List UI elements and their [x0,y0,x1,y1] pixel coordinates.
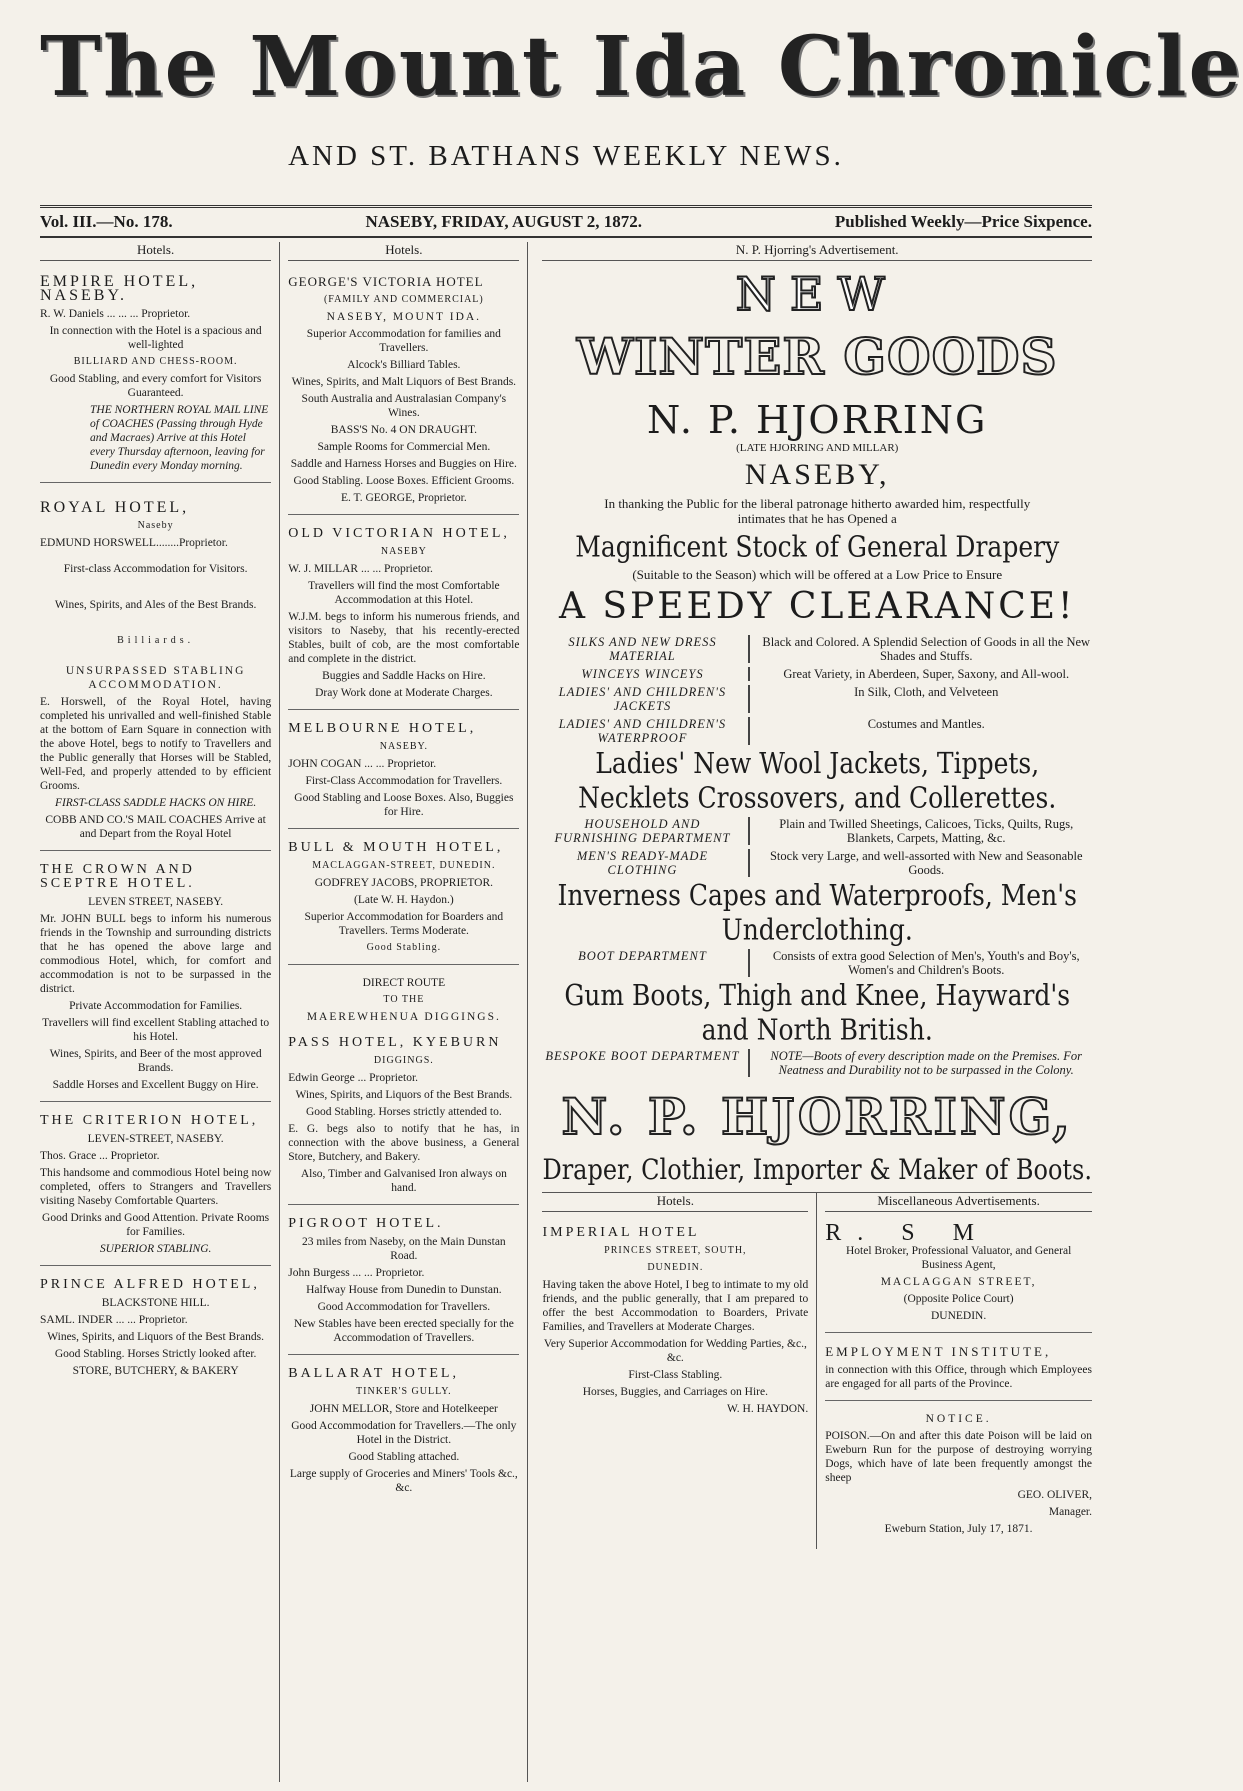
masthead [40,8,1243,172]
column-3-heading: N. P. Hjorring's Advertisement. [542,242,1092,261]
bull-mouth-hotel-name: BULL & MOUTH HOTEL, [288,840,504,855]
volume-number: Vol. III.—No. 178. [40,212,173,231]
royal-hotel-ad [40,487,271,851]
item-desc: Black and Colored. A Splendid Selection of Goods in all the New Shades and Stuffs. [762,635,1091,663]
route-line2: TO THE [383,994,425,1005]
route-line1: DIRECT ROUTE [362,977,446,989]
george-text7: Saddle and Harness Horses and Buggies on Hire. [290,458,517,470]
royal-town: Naseby [137,520,174,531]
pass-text3: E. G. begs also to notify that he has, in connection with the above business, a General Store, Butchery, and Bakery. [288,1123,520,1163]
item-row [542,717,1092,745]
pass-text1: Wines, Spirits, and Liquors of the Best Brands. [295,1089,513,1101]
item-label: BESPOKE BOOT DEPARTMENT [542,1049,750,1077]
ballarat-text1: Good Accommodation for Travellers.—The only Hotel in the District. [291,1420,517,1446]
bull-proprietor: GODFREY JACOBS, PROPRIETOR. [314,877,493,889]
rs-town: DUNEDIN. [930,1310,987,1322]
criterion-proprietor: Thos. Grace ... Proprietor. [40,1150,160,1162]
crown-street: LEVEN STREET, NASEBY. [88,896,224,908]
imperial-sign: W. H. HAYDON. [726,1403,809,1415]
pass-hotel-ad [288,1028,519,1205]
imperial-hotel-name: IMPERIAL HOTEL [542,1225,700,1240]
column-1 [40,242,280,1782]
employment-name: EMPLOYMENT INSTITUTE, [825,1344,1052,1359]
old-text4: Dray Work done at Moderate Charges. [315,687,493,699]
item-label: HOUSEHOLD AND FURNISHING DEPARTMENT [542,817,750,845]
item-label: LADIES' AND CHILDREN'S WATERPROOF [542,717,750,745]
item-label: LADIES' AND CHILDREN'S JACKETS [542,685,750,713]
bull-text1: Superior Accommodation for Boarders and Travellers. Terms Moderate. [304,911,504,937]
pigroot-text1: 23 miles from Naseby, on the Main Dunstan Road. [302,1236,506,1262]
bull-late: (Late W. H. Haydon.) [354,894,454,906]
george-place: NASEBY, MOUNT IDA. [326,311,482,323]
criterion-text2: Good Drinks and Good Attention. Private Rooms for Families. [42,1212,270,1238]
melbourne-town: NASEBY. [379,741,428,752]
item-desc: Stock very Large, and well-assorted with New and Seasonable Goods. [769,849,1083,877]
newspaper-subtitle: AND ST. BATHANS WEEKLY NEWS. [288,140,844,172]
crown-hotel-ad [40,855,271,1102]
pigroot-text4: New Stables have been erected specially for the Accommodation of Travellers. [293,1318,514,1344]
bull-text2: Good Stabling. [366,942,442,953]
empire-proprietor: R. W. Daniels ... ... ... Proprietor. [40,308,191,320]
winter-goods-headline: WINTER GOODS [576,327,1058,386]
imperial-heading: Hotels. [542,1193,808,1212]
empire-hotel-name: EMPIRE HOTEL, NASEBY. [40,273,199,304]
george-proprietor: E. T. GEORGE, Proprietor. [340,492,467,504]
hjorring-name: N. P. HJORRING [647,398,988,442]
direct-route-notice [288,969,519,1024]
poison-sign: GEO. OLIVER, [1017,1489,1092,1501]
imperial-hotel-column [542,1193,817,1549]
rs-opp: (Opposite Police Court) [903,1293,1014,1305]
royal-proprietor: EDMUND HORSWELL........Proprietor. [40,537,228,549]
george-text2: Alcock's Billiard Tables. [347,359,461,371]
gum-boots-headline: Gum Boots, Thigh and Knee, Hayward's and North British. [564,978,1071,1047]
imperial-text2: Very Superior Accommodation for Wedding Parties, &c., &c. [543,1338,807,1364]
rs-text1: Hotel Broker, Professional Valuator, and General Business Agent, [845,1245,1072,1271]
george-text4: South Australia and Australasian Company's Wines. [301,393,507,419]
imperial-town: DUNEDIN. [647,1262,704,1273]
old-text3: Buggies and Saddle Hacks on Hire. [322,670,486,682]
old-victorian-hotel-name: OLD VICTORIAN HOTEL, [288,526,510,541]
item-row [542,685,1092,713]
royal-billiards: Billiards. [117,635,195,646]
criterion-text3: SUPERIOR STABLING. [99,1243,212,1255]
bull-street: MACLAGGAN-STREET, DUNEDIN. [312,860,496,871]
criterion-street: LEVEN-STREET, NASEBY. [87,1133,224,1145]
ballarat-hotel-name: BALLARAT HOTEL, [288,1366,459,1381]
ballarat-sub: TINKER'S GULLY. [356,1386,452,1397]
item-desc: Costumes and Mantles. [867,717,985,731]
imperial-text4: Horses, Buggies, and Carriages on Hire. [582,1386,768,1398]
inverness-headline: Inverness Capes and Waterproofs, Men's Underclothing. [557,878,1077,947]
royal-text4: UNSURPASSED STABLING ACCOMMODATION. [65,665,246,691]
item-desc: In Silk, Cloth, and Velveteen [854,685,999,699]
rs-name: R. S M [825,1220,990,1246]
pigroot-hotel-name: PIGROOT HOTEL. [288,1216,444,1231]
new-headline: NEW [735,267,899,321]
empire-hotel-ad [40,267,271,483]
melbourne-text1: First-Class Accommodation for Travellers. [305,775,503,787]
george-sub: (FAMILY AND COMMERCIAL) [323,294,484,305]
notice-heading: NOTICE. [925,1413,992,1425]
column-1-heading: Hotels. [40,242,271,261]
crown-text5: Saddle Horses and Excellent Buggy on Hire. [52,1079,259,1091]
empire-coach-notice: THE NORTHERN ROYAL MAIL LINE of COACHES (Passing through Hyde and Macraes) Arrive at this Hotel every Thursday afternoon, leaving for Dunedin every Monday morning. [90,404,269,472]
prince-place: BLACKSTONE HILL. [101,1297,210,1309]
melbourne-hotel-name: MELBOURNE HOTEL, [288,721,477,736]
crown-hotel-name: THE CROWN AND SCEPTRE HOTEL. [40,862,195,891]
item-label: WINCEYS WINCEYS [542,667,750,681]
drapery-items [542,635,1092,745]
pass-proprietor: Edwin George ... Proprietor. [288,1072,419,1084]
speedy-clearance: A SPEEDY CLEARANCE! [558,586,1076,627]
crown-text3: Travellers will find excellent Stabling attached to his Hotel. [42,1017,270,1043]
old-text1: Travellers will find the most Comfortable Accommodation at this Hotel. [308,580,500,606]
ballarat-text2: Good Stabling attached. [348,1451,460,1463]
price-notice: Published Weekly—Price Sixpence. [834,212,1092,231]
bull-mouth-hotel-ad [288,833,519,965]
item-row [542,667,1092,681]
item-label: SILKS AND NEW DRESS MATERIAL [542,635,750,663]
royal-text2: Wines, Spirits, and Ales of the Best Brands. [54,599,257,611]
item-desc: NOTE—Boots of every description made on the Premises. For Neatness and Durability not to be surpassed in the Colony. [770,1049,1083,1077]
misc-ads-column [817,1193,1092,1549]
imperial-text1: Having taken the above Hotel, I beg to intimate to my old friends, and the public generally, that I am prepared to offer the best Accommodation to Boarders, Private Families, and Travellers at Moderate Charges. [542,1279,809,1333]
issue-date: NASEBY, FRIDAY, AUGUST 2, 1872. [365,212,642,231]
pigroot-text2: Halfway House from Dunedin to Dunstan. [306,1284,502,1296]
pigroot-text3: Good Accommodation for Travellers. [317,1301,491,1313]
royal-text1: First-class Accommodation for Visitors. [63,563,248,575]
rs-street: MACLAGGAN STREET, [880,1276,1037,1288]
household-items [542,817,1092,877]
old-proprietor: W. J. MILLAR ... ... Proprietor. [288,563,433,575]
royal-text6: FIRST-CLASS SADDLE HACKS ON HIRE. [54,797,257,809]
naseby-heading: NASEBY, [744,458,890,491]
criterion-hotel-ad [40,1106,271,1266]
pass-text2: Good Stabling. Horses strictly attended to. [305,1106,502,1118]
empire-text1: In connection with the Hotel is a spacious and well-lighted [49,325,262,351]
prince-text3: STORE, BUTCHERY, & BAKERY [72,1365,239,1377]
crown-text1: Mr. JOHN BULL begs to inform his numerous friends in the Township and surrounding districts that he has opened the above large and commodious Hotel, which, for comfort and accommodation is not to be surpassed in the district. [40,913,272,995]
item-desc: Consists of extra good Selection of Men's, Youth's and Boy's, Women's and Children's Boots. [772,949,1080,977]
old-town: NASEBY [380,546,427,557]
old-victorian-hotel-ad [288,519,519,710]
george-text6: Sample Rooms for Commercial Men. [317,441,491,453]
item-row [542,817,1092,845]
prince-alfred-hotel-name: PRINCE ALFRED HOTEL, [40,1277,260,1292]
pass-sub: DIGGINGS. [373,1055,434,1066]
prince-text2: Good Stabling. Horses Strictly looked after. [54,1348,257,1360]
poison-notice-ad [825,1405,1092,1545]
prince-alfred-hotel-ad [40,1270,271,1387]
item-desc: Great Variety, in Aberdeen, Super, Saxony, and All-wool. [783,667,1070,681]
criterion-hotel-name: THE CRITERION HOTEL, [40,1113,259,1128]
melbourne-proprietor: JOHN COGAN ... ... Proprietor. [288,758,437,770]
item-desc: Plain and Twilled Sheetings, Calicoes, Ticks, Quilts, Rugs, Blankets, Carpets, Matting, &c. [779,817,1074,845]
royal-text5: E. Horswell, of the Royal Hotel, having completed his unrivalled and well-finished Stable at the bottom of Earn Square in connection with the above Hotel, begs to notify to Travellers and the Public generally that Horses will be Stabled, Well-Fed, and properly attended to by efficient Grooms. [40,696,272,792]
royal-text7: COBB AND CO.'S MAIL COACHES Arrive at and Depart from the Royal Hotel [45,814,266,840]
old-text2: W.J.M. begs to inform his numerous friends, and visitors to Naseby, that his recently-erected Stables, built of cob, are the most comfortable and complete in the district. [288,611,520,665]
boot-department-row [542,949,1092,977]
employment-ad [825,1337,1092,1401]
column-2-heading: Hotels. [288,242,519,261]
dateline [40,205,1092,238]
item-label: BOOT DEPARTMENT [542,949,750,977]
item-row [542,635,1092,663]
suitable-text: (Suitable to the Season) which will be offered at a Low Price to Ensure [632,567,1003,582]
prince-proprietor: SAML. INDER ... ... Proprietor. [40,1314,188,1326]
draper-headline: Draper, Clothier, Importer & Maker of Boots. [542,1153,1092,1187]
hjorring-intro: In thanking the Public for the liberal patronage hitherto awarded him, respectfully intimates that he has Opened a [604,496,1031,526]
empire-text2: BILLIARD AND CHESS-ROOM. [73,356,238,367]
employment-text: in connection with this Office, through which Employees are engaged for all parts of the Province. [825,1364,1092,1390]
hjorring-big-name: N. P. HJORRING, [561,1087,1073,1146]
melbourne-hotel-ad [288,714,519,829]
newspaper-title: The Mount Ida Chronicle [40,19,1243,115]
poison-text: POISON.—On and after this date Poison will be laid on Eweburn Run for the purpose of destroying worrying Dogs, which have of late been frequently amongst the sheep [825,1430,1092,1484]
pigroot-hotel-ad [288,1209,519,1355]
ballarat-proprietor: JOHN MELLOR, Store and Hotelkeeper [309,1403,498,1415]
imperial-text3: First-Class Stabling. [628,1369,723,1381]
late-hjorring: (LATE HJORRING AND MILLAR) [736,442,899,454]
imperial-street: PRINCES STREET, SOUTH, [604,1245,747,1256]
bespoke-row [542,1049,1092,1077]
pass-hotel-name: PASS HOTEL, KYEBURN [288,1035,502,1050]
route-line3: MAEREWHENUA DIGGINGS. [306,1011,501,1023]
criterion-text1: This handsome and commodious Hotel being now completed, offers to Strangers and Travellers visiting Naseby Comfortable Quarters. [40,1167,272,1207]
george-text3: Wines, Spirits, and Malt Liquors of Best Brands. [291,376,517,388]
column-3 [528,242,1092,1782]
prince-text1: Wines, Spirits, and Liquors of the Best Brands. [47,1331,264,1343]
poison-title: Manager. [1048,1506,1092,1518]
item-label: MEN'S READY-MADE CLOTHING [542,849,750,877]
pass-text4: Also, Timber and Galvanised Iron always on hand. [300,1168,507,1194]
item-row [542,849,1092,877]
imperial-hotel-ad [542,1218,808,1425]
column-2 [280,242,528,1782]
georges-victoria-hotel-ad [288,267,519,515]
crown-text2: Private Accommodation for Families. [69,1000,243,1012]
empire-text3: Good Stabling, and every comfort for Visitors Guaranteed. [49,373,262,399]
ballarat-text3: Large supply of Groceries and Miners' Tools &c., &c. [289,1468,518,1494]
magnificent-stock: Magnificent Stock of General Drapery [575,529,1060,564]
royal-hotel-name: ROYAL HOTEL, [40,499,190,516]
pigroot-proprietor: John Burgess ... ... Proprietor. [288,1267,425,1279]
bottom-subcolumns [542,1192,1092,1549]
poison-date: Eweburn Station, July 17, 1871. [884,1523,1033,1535]
george-text1: Superior Accommodation for families and Travellers. [306,328,501,354]
rs-agent-ad [825,1218,1092,1333]
misc-heading: Miscellaneous Advertisements. [825,1193,1092,1212]
georges-hotel-name: GEORGE'S VICTORIA HOTEL [288,274,484,289]
columns [40,242,1092,1782]
melbourne-text2: Good Stabling and Loose Boxes. Also, Buggies for Hire. [294,792,514,818]
george-text5: BASS'S No. 4 ON DRAUGHT. [330,424,477,436]
crown-text4: Wines, Spirits, and Beer of the most approved Brands. [49,1048,262,1074]
ladies-jackets-headline: Ladies' New Wool Jackets, Tippets, Necklets Crossovers, and Collerettes. [578,746,1057,815]
george-text8: Good Stabling. Loose Boxes. Efficient Grooms. [293,475,515,487]
ballarat-hotel-ad [288,1359,519,1504]
